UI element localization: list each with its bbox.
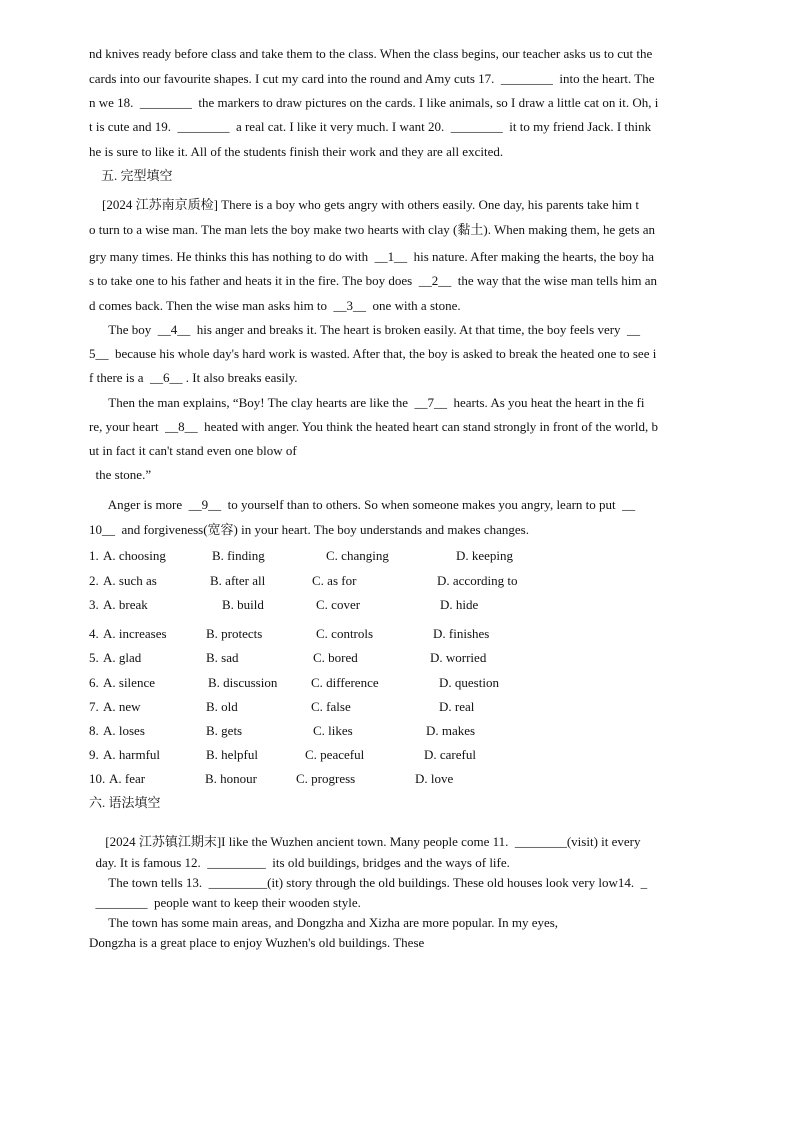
option-num: 7.	[89, 699, 99, 714]
passage-line: he is sure to like it. All of the students finish their work and they are all excited.	[89, 144, 504, 159]
option-c: C. peaceful	[305, 747, 365, 762]
passage-line: [2024 江苏南京质检] There is a boy who gets angry with others easily. One day, his parents take him t	[89, 197, 639, 212]
passage-line: re, your heart __8__ heated with anger. You think the heated heart can stand strongly in front of the world, b	[89, 419, 658, 434]
passage-line: gry many times. He thinks this has nothing to do with __1__ his nature. After making the hearts, the boy ha	[89, 249, 655, 264]
passage-line: d comes back. Then the wise man asks him to __3__ one with a stone.	[89, 298, 461, 313]
option-a: A. such as	[103, 573, 157, 588]
option-c: C. controls	[316, 626, 374, 641]
option-b: B. honour	[205, 771, 257, 786]
option-d: D. question	[439, 675, 499, 690]
passage-line: 10__ and forgiveness(宽容) in your heart. The boy understands and makes changes.	[89, 522, 529, 537]
passage-line: The town has some main areas, and Dongzha and Xizha are more popular. In my eyes,	[89, 915, 559, 930]
option-num: 8.	[89, 723, 99, 738]
option-num: 10.	[89, 771, 106, 786]
option-d: D. according to	[437, 573, 518, 588]
option-b: B. gets	[206, 723, 243, 738]
option-a: A. break	[103, 597, 148, 612]
option-a: A. glad	[103, 650, 142, 665]
section-heading-cloze: 五. 完型填空	[101, 168, 173, 183]
passage-line: ________ people want to keep their wooden style.	[89, 895, 361, 910]
option-c: C. as for	[312, 573, 357, 588]
option-num: 5.	[89, 650, 99, 665]
passage-line: Anger is more __9__ to yourself than to others. So when someone makes you angry, learn to put __	[89, 497, 636, 512]
passage-line: ut in fact it can't stand even one blow of	[89, 443, 297, 458]
passage-line: f there is a __6__ . It also breaks easily.	[89, 370, 298, 385]
option-a: A. choosing	[103, 548, 166, 563]
option-b: B. build	[222, 597, 264, 612]
option-a: A. new	[103, 699, 141, 714]
option-a: A. fear	[109, 771, 146, 786]
section-heading-grammar: 六. 语法填空	[89, 795, 161, 810]
passage-line: The town tells 13. _________(it) story through the old buildings. These old houses look very low14. _	[89, 875, 648, 890]
option-b: B. finding	[212, 548, 265, 563]
option-num: 6.	[89, 675, 99, 690]
option-b: B. discussion	[208, 675, 278, 690]
passage-line: t is cute and 19. ________ a real cat. I like it very much. I want 20. ________ it to my friend Jack. I think	[89, 119, 652, 134]
option-b: B. helpful	[206, 747, 258, 762]
option-b: B. protects	[206, 626, 263, 641]
passage-line: the stone.”	[89, 467, 152, 482]
option-c: C. likes	[313, 723, 353, 738]
option-c: C. changing	[326, 548, 389, 563]
option-a: A. harmful	[103, 747, 161, 762]
option-num: 1.	[89, 548, 99, 563]
option-a: A. silence	[103, 675, 155, 690]
passage-line: n we 18. ________ the markers to draw pictures on the cards. I like animals, so I draw a little cat on it. Oh, i	[89, 95, 659, 110]
option-d: D. worried	[430, 650, 487, 665]
passage-line: The boy __4__ his anger and breaks it. The heart is broken easily. At that time, the boy feels very __	[89, 322, 641, 337]
option-c: C. bored	[313, 650, 358, 665]
passage-line: day. It is famous 12. _________ its old buildings, bridges and the ways of life.	[89, 855, 510, 870]
passage-line: [2024 江苏镇江期末]I like the Wuzhen ancient town. Many people come 11. ________(visit) it every	[89, 834, 641, 849]
passage-line: s to take one to his father and heats it in the fire. The boy does __2__ the way that the wise man tells him an	[89, 273, 658, 288]
option-c: C. progress	[296, 771, 356, 786]
option-c: C. false	[311, 699, 351, 714]
option-d: D. finishes	[433, 626, 490, 641]
option-num: 9.	[89, 747, 99, 762]
passage-line: Dongzha is a great place to enjoy Wuzhen's old buildings. These	[89, 935, 425, 950]
option-num: 3.	[89, 597, 99, 612]
option-d: D. love	[415, 771, 454, 786]
option-num: 4.	[89, 626, 99, 641]
option-d: D. hide	[440, 597, 479, 612]
option-num: 2.	[89, 573, 99, 588]
option-c: C. difference	[311, 675, 379, 690]
passage-line: nd knives ready before class and take them to the class. When the class begins, our teacher asks us to cut the	[89, 46, 653, 61]
option-d: D. makes	[426, 723, 476, 738]
passage-line: 5__ because his whole day's hard work is wasted. After that, the boy is asked to break the heated one to see i	[89, 346, 657, 361]
option-d: D. careful	[424, 747, 476, 762]
option-a: A. loses	[103, 723, 145, 738]
passage-line: cards into our favourite shapes. I cut my card into the round and Amy cuts 17. ________ into the heart. The	[89, 71, 655, 86]
passage-line: Then the man explains, “Boy! The clay hearts are like the __7__ hearts. As you heat the heart in the fi	[89, 395, 645, 410]
option-b: B. after all	[210, 573, 266, 588]
option-d: D. keeping	[456, 548, 514, 563]
option-b: B. old	[206, 699, 238, 714]
option-b: B. sad	[206, 650, 239, 665]
option-d: D. real	[439, 699, 475, 714]
option-c: C. cover	[316, 597, 361, 612]
passage-line: o turn to a wise man. The man lets the boy make two hearts with clay (黏土). When making them, he gets an	[89, 222, 655, 237]
option-a: A. increases	[103, 626, 167, 641]
